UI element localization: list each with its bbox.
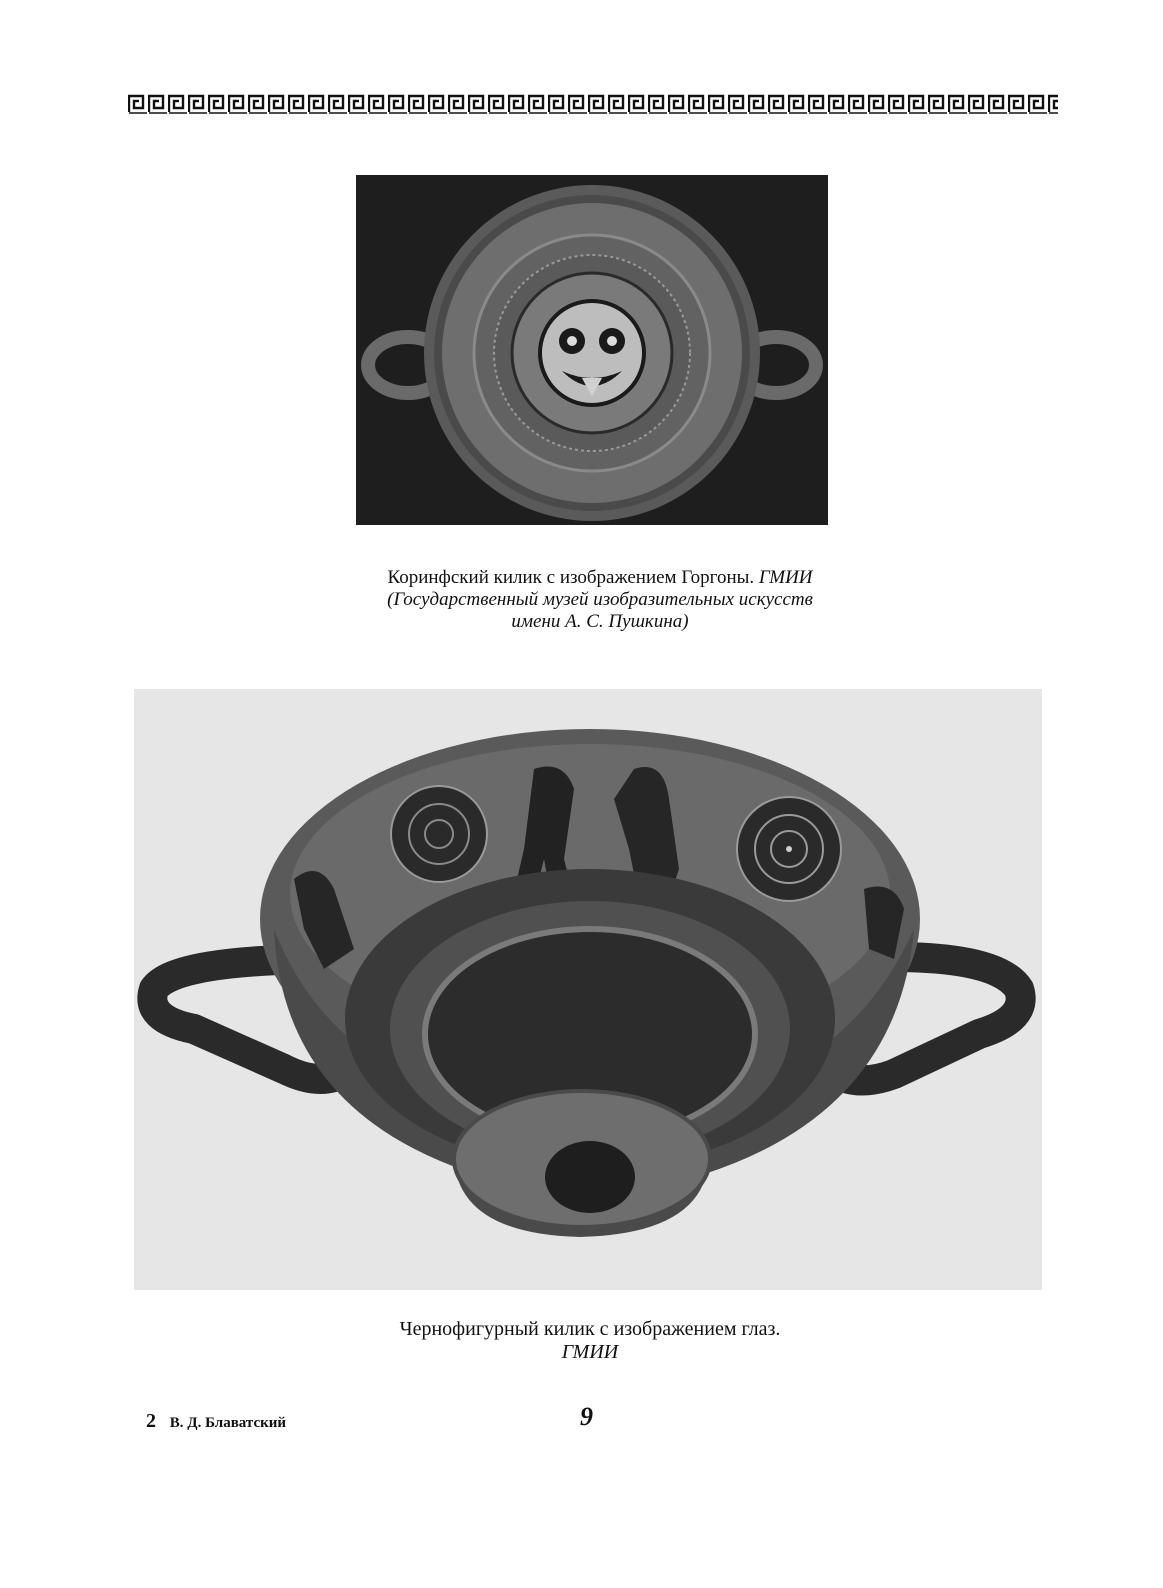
- figure1-caption-line2: (Государственный музей изобразительных искусств: [387, 588, 813, 610]
- figure2-caption-line1: Чернофигурный килик с изображением глаз.: [399, 1318, 781, 1340]
- figure1-caption-line1: Коринфский килик с изображением Горгоны.: [387, 567, 755, 588]
- page-number: 9: [580, 1402, 593, 1431]
- signature-mark: 2: [146, 1410, 156, 1432]
- meander-border: [128, 94, 1058, 114]
- footer-signature: [146, 1410, 286, 1433]
- figure1-caption-line3: имени А. С. Пушкина): [511, 610, 689, 632]
- corinthian-kylix-photo: [356, 175, 828, 525]
- figure2-caption-museum: ГМИИ: [561, 1341, 619, 1363]
- black-figure-kylix-photo: [134, 689, 1042, 1290]
- figure2-caption: [320, 1318, 860, 1364]
- figure1-caption: [300, 567, 900, 633]
- figure1-caption-museum: ГМИИ: [758, 567, 813, 588]
- author-name: В. Д. Блаватский: [169, 1415, 287, 1431]
